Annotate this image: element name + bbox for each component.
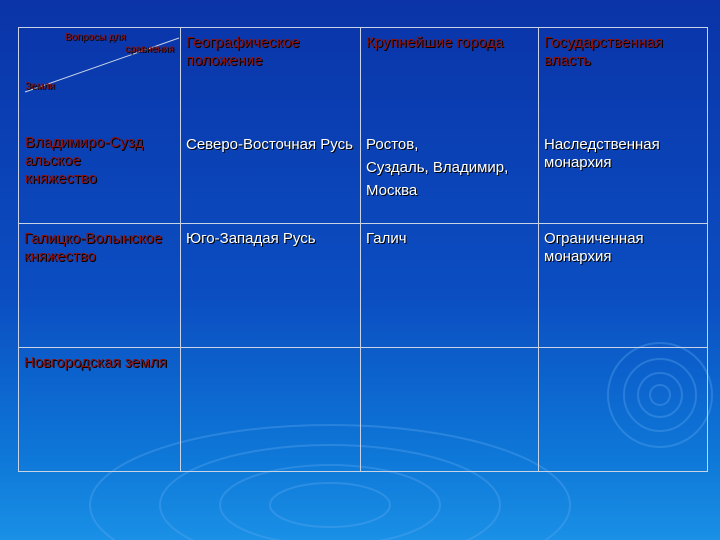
cell-geo-vladimir: Северо-Восточная Русь (186, 136, 353, 153)
cell-power-novgorod (539, 348, 708, 472)
header-cell-power: Государственная власть Наследственная монархия (539, 28, 708, 224)
corner-question-label: Вопросы для сравнения (64, 32, 174, 55)
row-name-galicia-volhynia: Галицко-Волынское княжество (19, 224, 181, 348)
row-name-novgorod: Новгородская земля (19, 348, 181, 472)
cell-geo-novgorod (181, 348, 361, 472)
table-header-row (19, 28, 708, 112)
row-name-vladimir-suzdal: Владимиро-Сузд альское княжество (25, 134, 144, 187)
cell-power-vladimir: Наследственная монархия (544, 136, 660, 171)
header-cell-geography: Географическое положение Северо-Восточная Русь (181, 28, 361, 224)
header-cell-cities: Крупнейшие города Ростов, Суздаль, Владимир, Москва (361, 28, 539, 224)
table-row (19, 224, 708, 348)
cell-cities-galicia: Галич (361, 224, 539, 348)
table-row (19, 348, 708, 472)
comparison-table (18, 27, 708, 472)
cell-geo-galicia: Юго-Западая Русь (181, 224, 361, 348)
cell-cities-vladimir: Ростов, Суздаль, Владимир, Москва (366, 136, 509, 199)
cell-power-galicia: Ограниченная монархия (539, 224, 708, 348)
cell-cities-novgorod (361, 348, 539, 472)
corner-cell (19, 28, 181, 224)
corner-lands-label: Земли (25, 81, 55, 92)
